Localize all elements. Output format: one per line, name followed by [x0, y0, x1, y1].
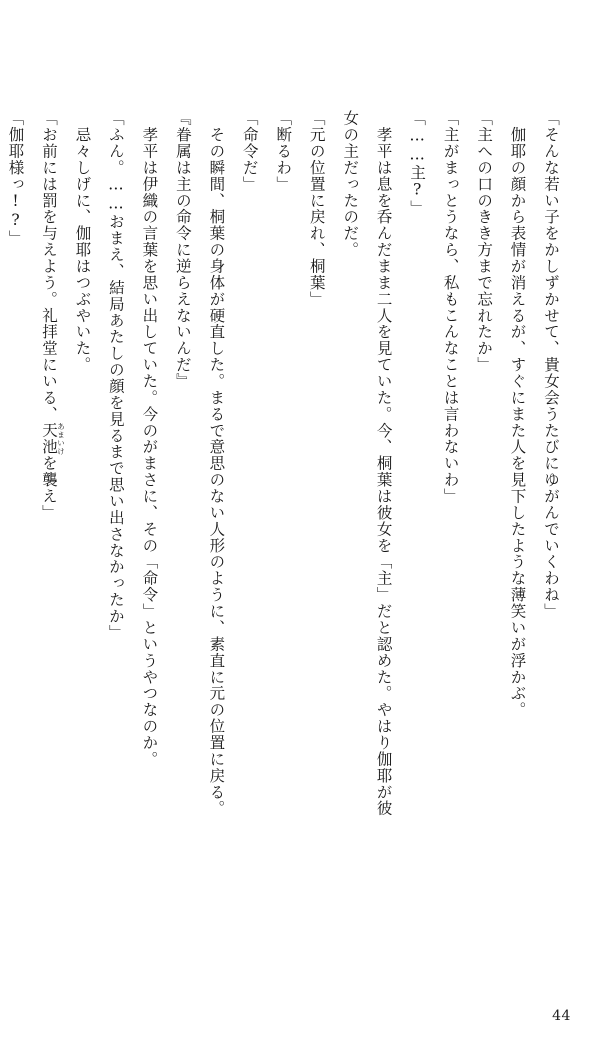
text-line-4: 「主がまっとうなら、私もこんなことは言わないわ」 [441, 110, 460, 505]
text-line-14: 「ふん。……おまえ、結局あたしの顔を見るまで思い出さなかったか」 [106, 110, 125, 641]
text-line-8: 「元の位置に戻れ、桐葉」 [307, 110, 326, 308]
page-number: 44 [552, 1008, 571, 1024]
text-line-12: 『眷属は主の命令に逆らえないんだ』 [173, 110, 192, 390]
ruby-amaike: 天池あまいけ [39, 422, 66, 456]
text-line-11: その瞬間、桐葉の身体が硬直した。まるで意思のない人形のように、素直に元の位置に戻る。 [207, 110, 226, 817]
text-line-16-content: 「お前には罰を与えよう。礼拝堂にいる、天池あまいけを襲え」 [39, 110, 66, 521]
text-line-5: 「……主?」 [408, 110, 427, 217]
text-line-16 [32, 110, 65, 940]
text-line-2: 伽耶の顔から表情が消えるが、すぐにまた人を見下したような薄笑いが浮かぶ。 [508, 110, 527, 718]
text-line-1: 「そんな若い子をかしずかせて、貴女会うたびにゆがんでいくわね」 [542, 110, 560, 620]
vertical-text-body [6, 110, 567, 940]
text-line-17: 「伽耶様っ!?」 [6, 110, 25, 247]
text-line-9: 「断るわ」 [274, 110, 293, 193]
text-line-10: 「命令だ」 [240, 110, 259, 193]
text-line-3: 「主への口のきき方まで忘れたか」 [475, 110, 494, 373]
text-line-15: 忌々しげに、伽耶はつぶやいた。 [73, 110, 92, 373]
text-line-13: 孝平は伊織の言葉を思い出していた。今のがまさに、その「命令」というやつなのか。 [140, 110, 159, 768]
text-line-6: 孝平は息を呑んだまま二人を見ていた。今、桐葉は彼女を「主」だと認めた。やはり伽耶が彼 [374, 110, 393, 817]
text-line-7: 女の主だったのだ。 [341, 110, 360, 258]
